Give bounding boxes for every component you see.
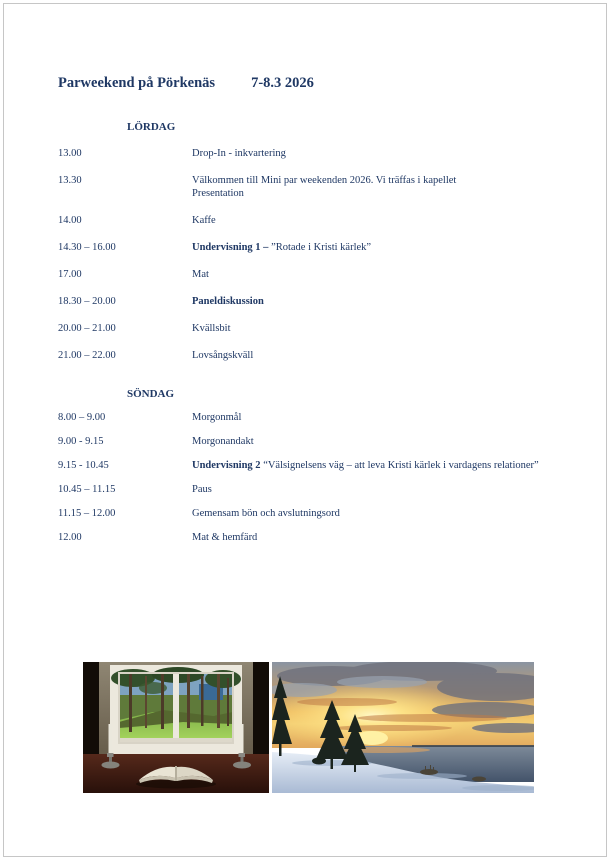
activity-cell xyxy=(192,459,539,472)
time-cell: 9.00 - 9.15 xyxy=(58,436,104,447)
activity-cell xyxy=(192,435,254,448)
activity-cell xyxy=(192,268,209,281)
schedule-row xyxy=(58,295,583,308)
activity-text: Lovsångskväll xyxy=(192,350,254,361)
activity-text: Mat xyxy=(192,269,209,280)
schedule-row xyxy=(58,174,583,200)
activity-cell xyxy=(192,147,286,160)
schedule-row xyxy=(58,507,583,520)
activity-line2: Presentation xyxy=(192,188,244,199)
activity-text: Morgonandakt xyxy=(192,436,254,447)
schedule-row xyxy=(58,147,583,160)
time-cell: 21.00 – 22.00 xyxy=(58,350,116,361)
schedule-row xyxy=(58,531,583,544)
activity-text: Välkommen till Mini par weekenden 2026. Vi träffas i kapellet xyxy=(192,175,457,186)
document-page xyxy=(58,0,583,793)
page-title xyxy=(58,76,583,91)
activity-cell xyxy=(192,507,340,520)
activity-text: Morgonmål xyxy=(192,412,242,423)
time-cell: 13.30 xyxy=(58,175,82,186)
schedule-section-saturday xyxy=(58,122,583,362)
activity-cell xyxy=(192,322,231,335)
schedule-row xyxy=(58,349,583,362)
activity-bold: Undervisning 1 – xyxy=(192,242,272,253)
time-cell: 8.00 – 9.00 xyxy=(58,412,106,423)
activity-text: ”Rotade i Kristi kärlek” xyxy=(271,242,372,253)
schedule-section-sunday xyxy=(58,389,583,544)
title-text: Parweekend på Pörkenäs xyxy=(58,75,216,91)
time-cell: 9.15 - 10.45 xyxy=(58,460,109,471)
time-cell: 14.30 – 16.00 xyxy=(58,242,116,253)
time-cell: 17.00 xyxy=(58,269,82,280)
activity-cell xyxy=(192,349,253,362)
activity-text: Drop-In - inkvartering xyxy=(192,148,286,159)
schedule-row xyxy=(58,241,583,254)
schedule-row xyxy=(58,459,583,472)
activity-bold: Undervisning 2 xyxy=(192,460,264,471)
activity-text: Mat & hemfärd xyxy=(192,532,258,543)
activity-text: Gemensam bön och avslutningsord xyxy=(192,508,340,519)
activity-text: “Välsignelsens väg – att leva Kristi kärlek i vardagens relationer” xyxy=(263,460,539,471)
day-heading-sunday: SÖNDAG xyxy=(127,388,175,400)
activity-cell xyxy=(192,531,257,544)
time-cell: 11.15 – 12.00 xyxy=(58,508,116,519)
time-cell: 10.45 – 11.15 xyxy=(58,484,116,495)
schedule-row xyxy=(58,411,583,424)
activity-text: Kaffe xyxy=(192,215,216,226)
time-cell: 18.30 – 20.00 xyxy=(58,296,116,307)
schedule-row xyxy=(58,435,583,448)
activity-cell xyxy=(192,214,216,227)
time-cell: 13.00 xyxy=(58,148,82,159)
activity-bold: Paneldiskussion xyxy=(192,296,264,307)
time-cell: 14.00 xyxy=(58,215,82,226)
time-cell: 20.00 – 21.00 xyxy=(58,323,116,334)
photo-row xyxy=(83,662,583,793)
schedule-row xyxy=(58,268,583,281)
title-date: 7-8.3 2026 xyxy=(251,75,314,91)
schedule-row xyxy=(58,322,583,335)
activity-cell xyxy=(192,295,264,308)
day-heading-saturday: LÖRDAG xyxy=(127,121,176,133)
chapel-window-bible-photo xyxy=(83,662,269,793)
activity-text: Paus xyxy=(192,484,212,495)
schedule-row xyxy=(58,483,583,496)
activity-cell xyxy=(192,483,212,496)
time-cell: 12.00 xyxy=(58,532,82,543)
winter-sunset-sea-photo xyxy=(272,662,534,793)
activity-cell xyxy=(192,241,371,254)
activity-text: Kvällsbit xyxy=(192,323,231,334)
activity-cell xyxy=(192,411,241,424)
activity-cell xyxy=(192,174,456,200)
schedule-row xyxy=(58,214,583,227)
